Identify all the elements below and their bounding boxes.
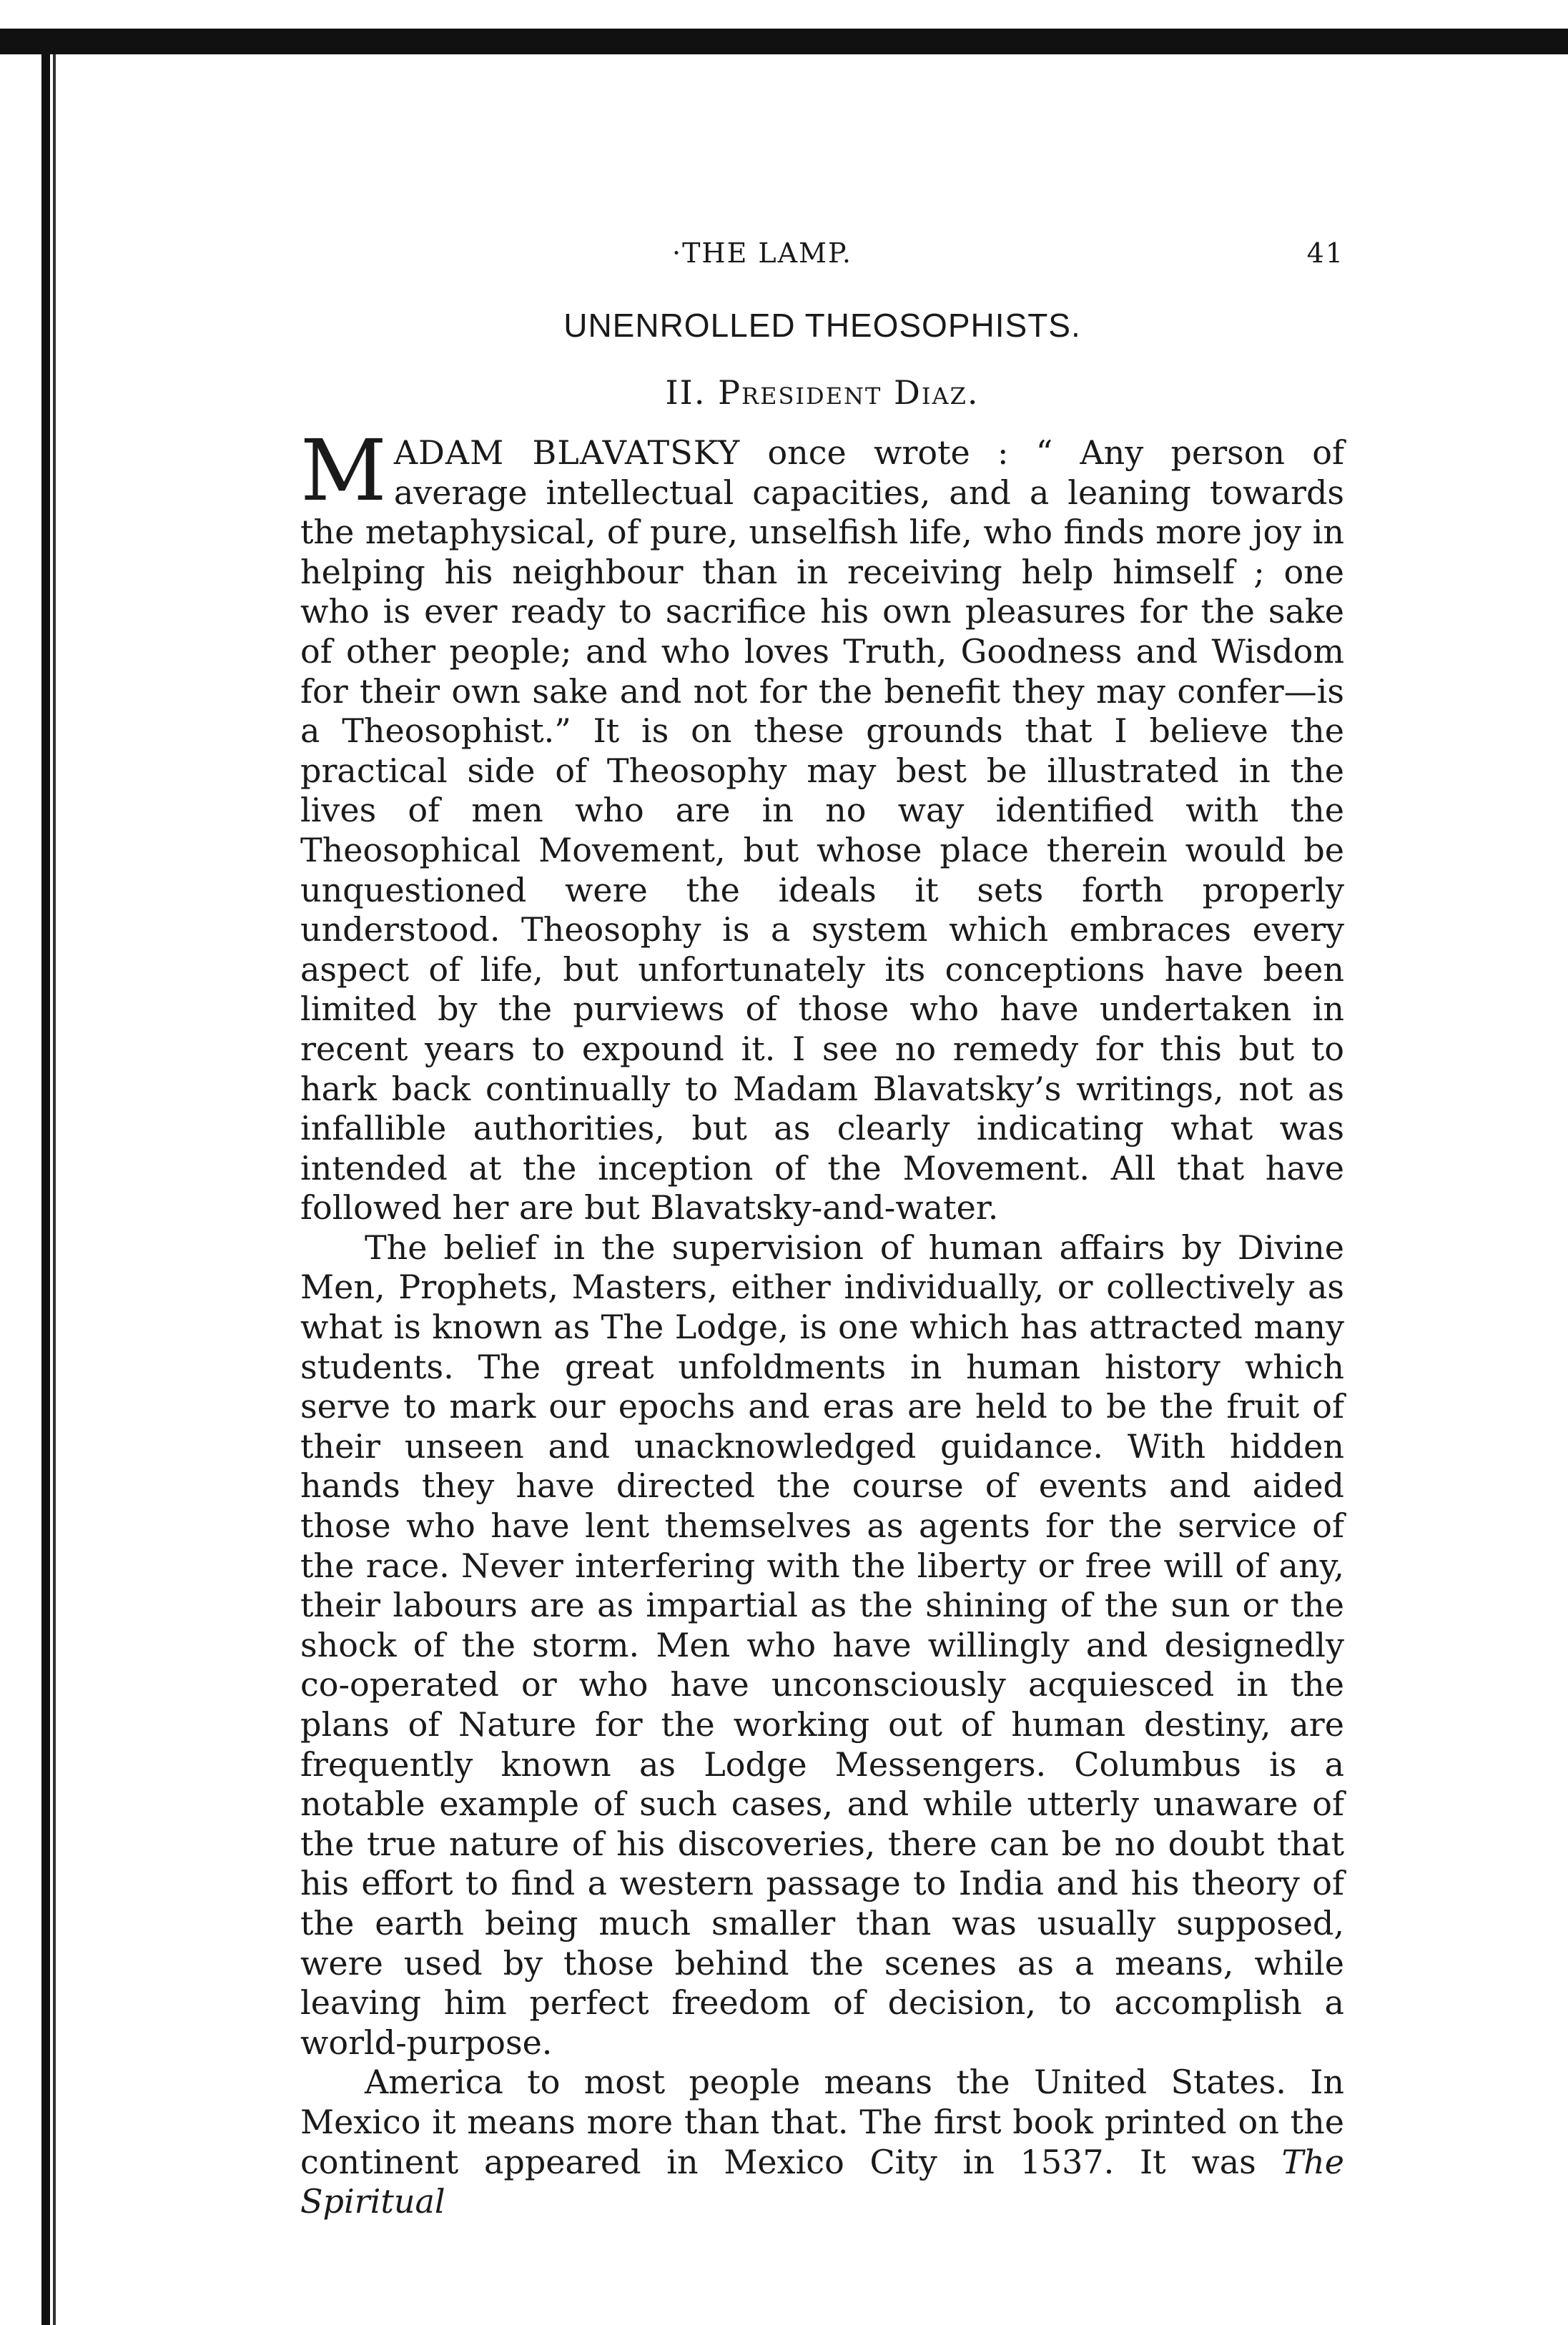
book-title: The Spiritual [300, 2142, 1344, 2221]
running-title: ·THE LAMP. [672, 237, 852, 269]
scan-left-border [41, 54, 50, 2325]
scan-top-border [0, 29, 1568, 54]
paragraph-2: The belief in the supervision of human affairs by Divine Men, Prophets, Masters, either individually, or collectively as what is known as The Lodge, is one which has attracted many students. The great unfoldments in human history which serve to mark our epochs and eras are held to be the fruit of their unseen and unacknowledged guidance. With hidden hands they have directed the course of events and aided those who have lent themselves as agents for the service of the race. Never interfering with the liberty or free will of any, their labours are as impartial as the shining of the sun or the shock of the storm. Men who have willingly and designedly co-operated or who have unconsciously acquiesced in the plans of Nature for the working out of human destiny, are frequently known as Lodge Messengers. Columbus is a notable example of such cases, and while utterly unaware of the true nature of his discoveries, there can be no doubt that his effort to find a western passage to India and his theory of the earth being much smaller than was usually supposed, were used by those behind the scenes as a means, while leaving him perfect freedom of decision, to accomplish a world-purpose. [300, 1228, 1344, 2062]
paragraph-1 [300, 421, 1344, 1228]
running-head [300, 222, 1344, 279]
lead-caps: ADAM BLAVATSKY [393, 433, 741, 472]
page-number: 41 [1306, 237, 1344, 269]
article-subtitle: II. President Diaz. [665, 373, 980, 412]
page [300, 222, 1344, 2222]
scan-left-border-inner [53, 54, 56, 2325]
paragraph-3-text: America to most people means the United States. In Mexico it means more than that. The first book printed on the continent appeared in Mexico City in 1537. It was [300, 2063, 1344, 2181]
drop-cap: M [300, 421, 387, 520]
article-body [300, 421, 1344, 2222]
paragraph-3 [300, 2063, 1344, 2221]
article-title: UNENROLLED THEOSOPHISTS. [563, 307, 1081, 344]
paragraph-1-text: once wrote : “ Any person of average intellectual capacities, and a leaning towards the metaphysical, of pure, unselfish life, who finds more joy in helping his neighbour than in receiving help himself ; one who is ever ready to sacrifice his own pleasures for the sake of other people; and who loves Truth, Goodness and Wisdom for their own sake and not for the benefit they may confer—is a Theosophist.” It is on these grounds that I believe the practical side of Theosophy may best be illustrated in the lives of men who are in no way identified with the Theosophical Movement, but whose place therein would be unquestioned were the ideals it sets forth properly understood. Theosophy is a system which embraces every aspect of life, but unfortunately its conceptions have been limited by the purviews of those who have undertaken in recent years to expound it. I see no remedy for this but to hark back continually to Madam Blavatsky’s writings, not as infallible authorities, but as clearly indicating what was intended at the inception of the Movement. All that have followed her are but Blavatsky-and-water. [300, 433, 1344, 1228]
